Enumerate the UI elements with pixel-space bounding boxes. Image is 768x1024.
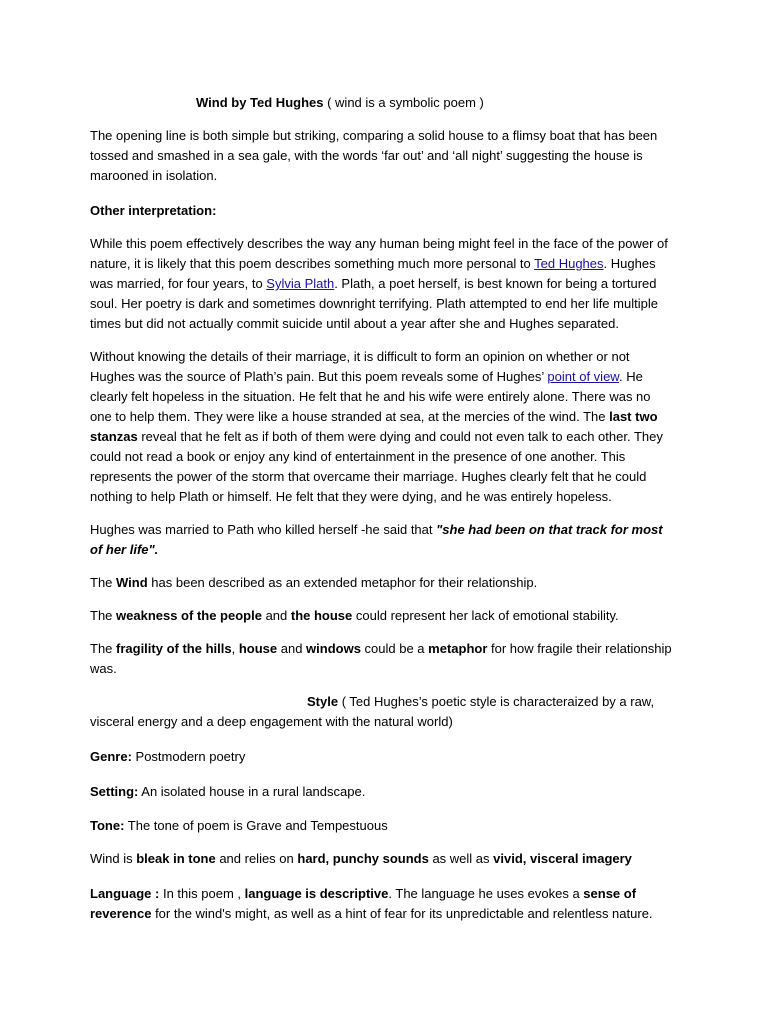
bold-span: fragility of the hills (116, 641, 232, 656)
paragraph-language (90, 884, 672, 924)
heading-other-interpretation (90, 201, 672, 221)
paragraph-weakness (90, 606, 672, 626)
paragraph-quote (90, 520, 672, 560)
text-span: as well as (428, 851, 494, 866)
text-span: and (261, 608, 291, 623)
text-span: and (277, 641, 307, 656)
text-span: . He clearly felt hopeless in the situation. He felt that he and his wife were entirely alone. There was no one to help them. They were like a house stranded at sea, at the mercies of the wind. The (90, 369, 651, 424)
link-ted-hughes[interactable]: Ted Hughes (534, 256, 604, 271)
text-span: . The language he uses evokes a (388, 886, 584, 901)
text-span: could represent her lack of emotional stability. (352, 608, 619, 623)
link-sylvia-plath[interactable]: Sylvia Plath (266, 276, 335, 291)
bold-span: hard, punchy sounds (297, 851, 429, 866)
setting-value: An isolated house in a rural landscape. (138, 784, 366, 799)
text-span: for the wind's might, as well as a hint of fear for its unpredictable and relentless nature. (151, 906, 653, 921)
genre-label: Genre: (90, 749, 132, 764)
tone-label: Tone: (90, 818, 125, 833)
bold-span: vivid, visceral imagery (493, 851, 632, 866)
bold-span: metaphor (428, 641, 488, 656)
bold-span: sense of reverence (90, 886, 637, 921)
genre-value: Postmodern poetry (131, 749, 246, 764)
heading-text: Other interpretation: (90, 203, 217, 218)
text-span: could be a (360, 641, 429, 656)
bold-span: the house (290, 608, 353, 623)
paragraph-setting (90, 782, 672, 802)
bold-span: weakness of the people (116, 608, 262, 623)
paragraph-style (90, 692, 672, 732)
paragraph-wind-metaphor (90, 573, 672, 593)
text-span: Wind is (90, 851, 137, 866)
text-span: The (90, 641, 117, 656)
bold-span: Style (307, 694, 339, 709)
language-label: Language : (90, 886, 160, 901)
bold-span: bleak in tone (136, 851, 216, 866)
paragraph-opening: The opening line is both simple but striking, comparing a solid house to a flimsy boat that has been tossed and smashed in a sea gale, with the words ‘far out’ and ‘all night’ suggesting the house is marooned in isolation. (90, 128, 658, 183)
paragraph-interpretation (90, 234, 672, 334)
title-rest: ( wind is a symbolic poem ) (323, 95, 484, 110)
text-span: Hughes was married to Path who killed herself -he said that (90, 522, 437, 537)
text-span: ( Ted Hughes’s poetic style is characteraized by a raw, visceral energy and a deep engagement with the natural world) (90, 694, 655, 729)
tone-value: The tone of poem is Grave and Tempestuous (124, 818, 388, 833)
text-span: The (90, 608, 117, 623)
link-point-of-view[interactable]: point of view (547, 369, 619, 384)
bold-span: house (238, 641, 278, 656)
bold-span: language is descriptive (244, 886, 389, 901)
text-span: While this poem effectively describes the way any human being might feel in the face of the power of nature, it is likely that this poem describes something much more personal to (90, 236, 668, 271)
page-title (196, 93, 696, 113)
quote-text: "she had been on that track for most of her life". (90, 522, 663, 557)
text-span: has been described as an extended metaphor for their relationship. (147, 575, 538, 590)
text-span: The (90, 575, 117, 590)
text-span: . Hughes was married, for four years, to (90, 256, 656, 291)
paragraph-genre (90, 747, 672, 767)
paragraph-marriage (90, 347, 672, 507)
bold-span: windows (306, 641, 361, 656)
bold-span: Wind (116, 575, 148, 590)
text-span: for how fragile their relationship was. (90, 641, 672, 676)
setting-label: Setting: (90, 784, 139, 799)
text-span: , (231, 641, 239, 656)
paragraph-fragility (90, 639, 672, 679)
bold-span: last two stanzas (90, 409, 658, 444)
title-bold: Wind by Ted Hughes (196, 95, 324, 110)
text-span: and relies on (215, 851, 298, 866)
paragraph-wind-is (90, 849, 672, 869)
paragraph-tone (90, 816, 672, 836)
text-span: reveal that he felt as if both of them were dying and could not even talk to each other. They could not read a book or enjoy any kind of entertainment in the presence of one another. This represents the power of the storm that overcame their marriage. Hughes clearly felt that he could nothing to help Plath or himself. He felt that they were dying, and he was entirely hopeless. (90, 429, 663, 504)
text-span: . Plath, a poet herself, is best known for being a tortured soul. Her poetry is dark and sometimes downright terrifying. Plath attempted to end her life multiple times but did not actually commit suicide until about a year after she and Hughes separated. (90, 276, 658, 331)
text-span: In this poem , (159, 886, 245, 901)
style-indent (90, 694, 338, 709)
text-span: Without knowing the details of their marriage, it is difficult to form an opinion on whether or not Hughes was the source of Plath’s pain. But this poem reveals some of Hughes’ (90, 349, 630, 384)
